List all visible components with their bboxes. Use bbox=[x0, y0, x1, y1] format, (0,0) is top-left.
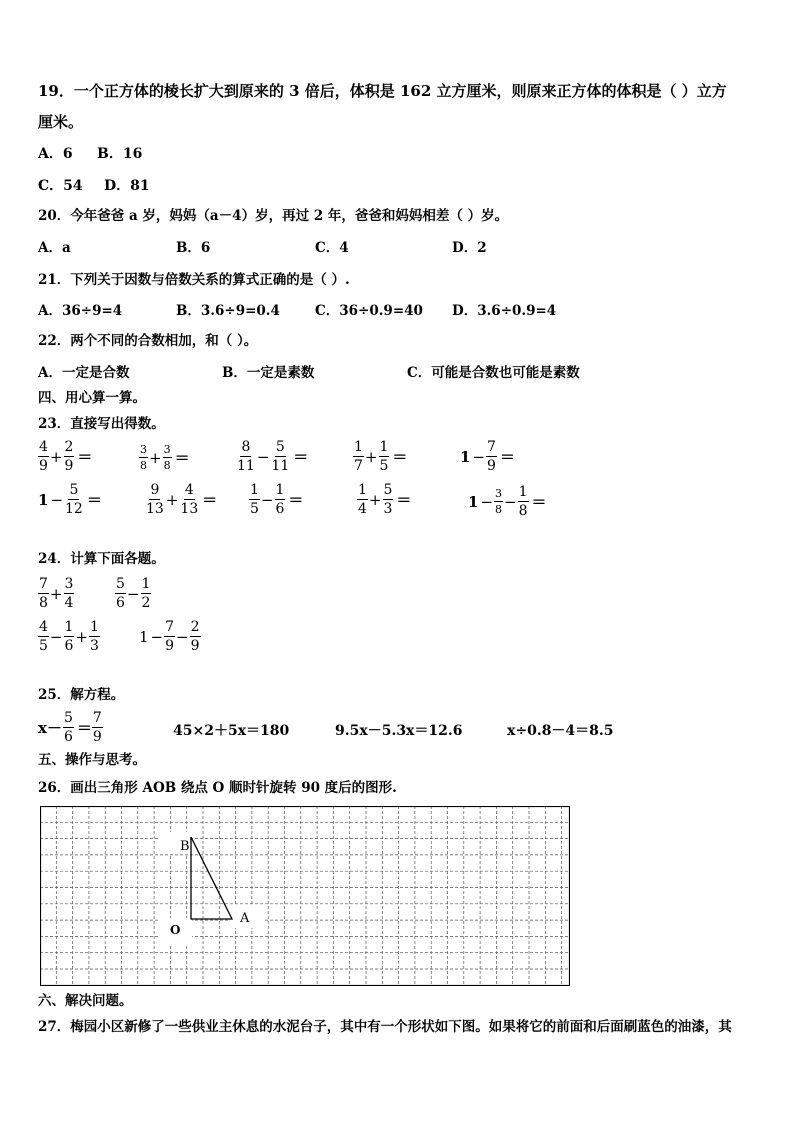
q23-expr-8: $\frac{1}{5}$ − $\frac{1}{6}$ ＝ bbox=[250, 482, 304, 517]
fraction: $\frac{8}{11}$ bbox=[237, 439, 255, 474]
q24-text: 24．计算下面各题。 bbox=[38, 551, 165, 567]
q25-equation-3: 9.5x－5.3x＝12.6 bbox=[335, 723, 463, 739]
q23-expr-9: $\frac{1}{4}$ + $\frac{5}{3}$ ＝ bbox=[358, 482, 412, 517]
q21-option-a: A．36÷9=4 bbox=[38, 303, 123, 319]
fraction: $\frac{2}{9}$ bbox=[190, 619, 200, 654]
q21-option-c: C．36÷0.9=40 bbox=[315, 303, 423, 319]
fraction: $\frac{7}{9}$ bbox=[92, 710, 102, 745]
rotation-grid bbox=[40, 806, 570, 986]
q19-line1: 19．一个正方体的棱长扩大到原来的 3 倍后，体积是 162 立方厘米，则原来正方体的体积是（ ）立方 bbox=[38, 82, 727, 100]
section-5-title: 五、操作与思考。 bbox=[38, 752, 146, 768]
fraction: $\frac{3}{4}$ bbox=[64, 576, 74, 611]
section-4-title: 四、用心算一算。 bbox=[38, 390, 146, 406]
q23-expr-4: $\frac{1}{7}$ + $\frac{1}{5}$ ＝ bbox=[354, 439, 408, 474]
q23-expr-6: 1 − $\frac{5}{12}$ ＝ bbox=[38, 482, 102, 517]
fraction: $\frac{3}{8}$ bbox=[495, 487, 503, 516]
q22-option-b: B．一定是素数 bbox=[222, 365, 315, 381]
q20-option-d: D．2 bbox=[452, 240, 487, 256]
q23-expr-1: $\frac{4}{9}$ + $\frac{2}{9}$ ＝ bbox=[39, 439, 93, 474]
q27-text: 27．梅园小区新修了一些供业主休息的水泥台子，其中有一个形状如下图。如果将它的前面和后面刷蓝色的油漆，其 bbox=[38, 1019, 732, 1035]
q24-expr-2: $\frac{5}{6}$ − $\frac{1}{2}$ bbox=[116, 576, 151, 611]
fraction: $\frac{1}{6}$ bbox=[275, 482, 285, 517]
fraction: $\frac{7}{9}$ bbox=[165, 619, 175, 654]
fraction: $\frac{7}{9}$ bbox=[487, 439, 496, 474]
q25-text: 25．解方程。 bbox=[38, 687, 125, 703]
fraction: $\frac{1}{7}$ bbox=[354, 439, 363, 474]
q24-expr-3: $\frac{4}{5}$ − $\frac{1}{6}$ + $\frac{1}{3}$ bbox=[39, 619, 99, 654]
q25-equation-1: x－ $\frac{5}{6}$ ＝ $\frac{7}{9}$ bbox=[38, 710, 102, 745]
q25-equation-4: x÷0.8－4＝8.5 bbox=[507, 723, 614, 739]
q24-expr-4: 1 − $\frac{7}{9}$ − $\frac{2}{9}$ bbox=[139, 619, 200, 654]
fraction: $\frac{7}{8}$ bbox=[39, 576, 48, 611]
fraction: $\frac{9}{13}$ bbox=[146, 482, 164, 517]
triangle-aob bbox=[191, 837, 232, 919]
q21-option-b: B．3.6÷9=0.4 bbox=[176, 303, 280, 319]
fraction: $\frac{1}{2}$ bbox=[141, 576, 151, 611]
fraction: $\frac{1}{4}$ bbox=[358, 482, 367, 517]
q20-text: 20．今年爸爸 a 岁，妈妈（a－4）岁，再过 2 年，爸爸和妈妈相差（ ）岁。 bbox=[38, 208, 509, 224]
q20-option-b: B．6 bbox=[176, 240, 211, 256]
fraction: $\frac{1}{5}$ bbox=[250, 482, 259, 517]
fraction: $\frac{4}{13}$ bbox=[180, 482, 199, 517]
section-6-title: 六、解决问题。 bbox=[38, 993, 133, 1009]
fraction: $\frac{5}{6}$ bbox=[63, 710, 73, 745]
q23-expr-10: 1 − $\frac{3}{8}$ − $\frac{1}{8}$ ＝ bbox=[468, 484, 547, 519]
q20-option-c: C．4 bbox=[315, 240, 349, 256]
q23-expr-5: 1 − $\frac{7}{9}$ ＝ bbox=[460, 439, 515, 474]
q23-expr-3: $\frac{8}{11}$ − $\frac{5}{11}$ ＝ bbox=[237, 439, 309, 474]
q22-option-c: C．可能是合数也可能是素数 bbox=[407, 365, 580, 381]
q23-expr-7: $\frac{9}{13}$ + $\frac{4}{13}$ ＝ bbox=[146, 482, 218, 517]
q22-option-a: A．一定是合数 bbox=[38, 365, 130, 381]
q19-option-a: A．6 bbox=[38, 146, 73, 162]
point-label-b: B bbox=[180, 839, 190, 854]
fraction: $\frac{4}{9}$ bbox=[39, 439, 48, 474]
point-label-o: O bbox=[170, 923, 181, 937]
fraction: $\frac{5}{11}$ bbox=[271, 439, 290, 474]
q19-option-b: B．16 bbox=[97, 146, 143, 162]
q23-text: 23．直接写出得数。 bbox=[38, 416, 165, 432]
fraction: $\frac{3}{8}$ bbox=[163, 443, 171, 472]
q24-expr-1: $\frac{7}{8}$ + $\frac{3}{4}$ bbox=[39, 576, 74, 611]
fraction: $\frac{3}{8}$ bbox=[140, 443, 147, 472]
q21-option-d: D．3.6÷0.9=4 bbox=[452, 303, 557, 319]
q22-text: 22．两个不同的合数相加，和（ ）。 bbox=[38, 333, 258, 349]
fraction: $\frac{1}{3}$ bbox=[90, 619, 99, 654]
fraction: $\frac{4}{5}$ bbox=[39, 619, 48, 654]
q26-text: 26．画出三角形 AOB 绕点 O 顺时针旋转 90 度后的图形. bbox=[38, 780, 397, 796]
q20-option-a: A．a bbox=[38, 240, 71, 256]
fraction: $\frac{2}{9}$ bbox=[64, 439, 74, 474]
fraction: $\frac{5}{12}$ bbox=[65, 482, 83, 517]
q21-text: 21．下列关于因数与倍数关系的算式正确的是（ ）. bbox=[38, 272, 350, 288]
fraction: $\frac{5}{6}$ bbox=[116, 576, 125, 611]
grid-lines bbox=[40, 806, 570, 986]
fraction: $\frac{1}{8}$ bbox=[518, 484, 528, 519]
grid-border bbox=[41, 807, 570, 986]
point-label-a: A bbox=[240, 911, 250, 926]
fraction: $\frac{5}{3}$ bbox=[383, 482, 393, 517]
fraction: $\frac{1}{6}$ bbox=[64, 619, 74, 654]
q23-expr-2: $\frac{3}{8}$ + $\frac{3}{8}$ ＝ bbox=[140, 443, 190, 472]
q25-equation-2: 45×2＋5x＝180 bbox=[173, 723, 290, 739]
fraction: $\frac{1}{5}$ bbox=[379, 439, 389, 474]
q19-option-c: C．54 bbox=[38, 178, 83, 194]
q19-line2: 厘米。 bbox=[38, 113, 84, 131]
q19-option-d: D．81 bbox=[104, 178, 150, 194]
